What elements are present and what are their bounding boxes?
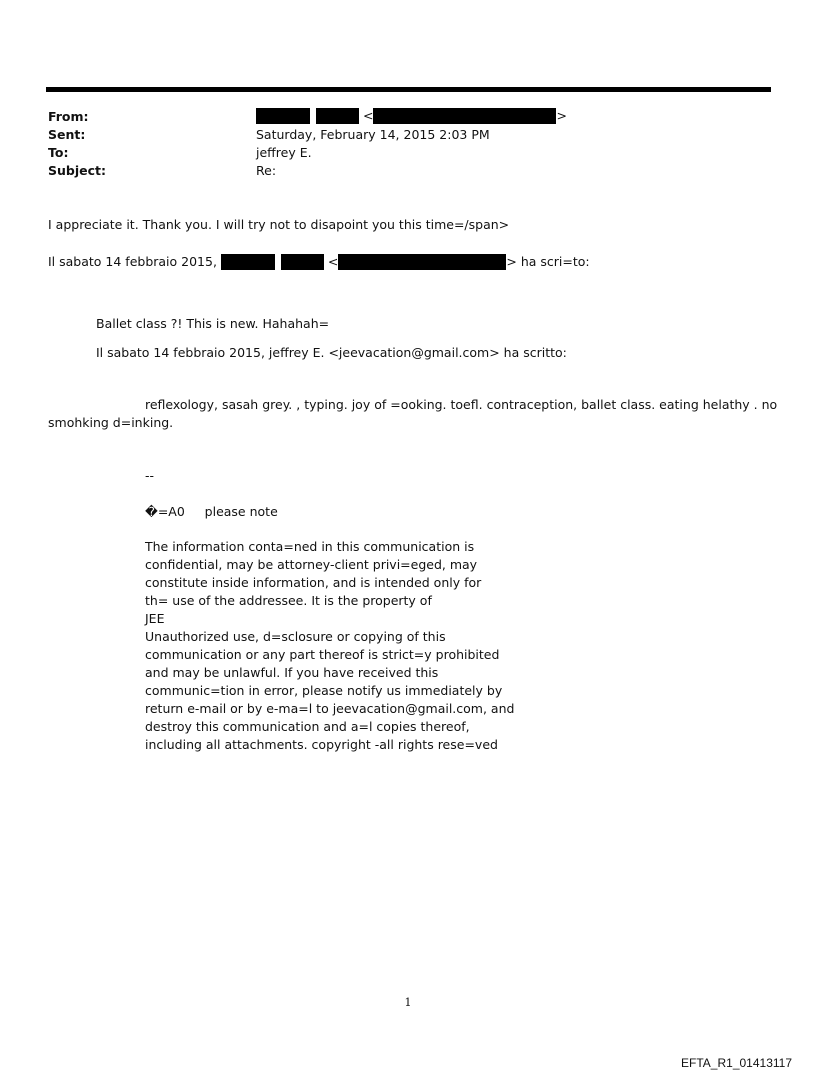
- disclaimer-line: JEE: [145, 611, 165, 626]
- list-line-2: smohking d=inking.: [48, 415, 174, 430]
- subject-label: Subject:: [48, 163, 106, 178]
- to-value: jeffrey E.: [256, 145, 312, 160]
- sent-label: Sent:: [48, 127, 86, 142]
- from-value: [256, 108, 567, 124]
- redaction-box: [373, 108, 556, 124]
- quote1-line: [48, 254, 590, 270]
- bates-number: EFTA_R1_01413117: [681, 1056, 792, 1070]
- from-gt: >: [556, 108, 567, 123]
- disclaimer-line: and may be unlawful. If you have received this: [145, 665, 439, 680]
- disclaimer-line: th= use of the addressee. It is the property of: [145, 593, 432, 608]
- from-lt: <: [362, 108, 374, 123]
- quote1-suffix: > ha scri=to:: [506, 254, 590, 269]
- list-line-1: reflexology, sasah grey. , typing. joy of =ooking. toefl. contraception, ballet class. eating helathy . no: [145, 397, 778, 412]
- quote1-prefix: Il sabato 14 febbraio 2015,: [48, 254, 217, 269]
- from-label: From:: [48, 109, 89, 124]
- disclaimer-line: communic=tion in error, please notify us immediately by: [145, 683, 503, 698]
- reply-line: I appreciate it. Thank you. I will try not to disapoint you this time=/span>: [48, 217, 510, 232]
- disclaimer-line: return e-mail or by e-ma=l to jeevacation@gmail.com, and: [145, 701, 515, 716]
- ballet-line: Ballet class ?! This is new. Hahahah=: [96, 316, 330, 331]
- disclaimer-line: Unauthorized use, d=sclosure or copying of this: [145, 629, 446, 644]
- quote1-lt: <: [327, 254, 339, 269]
- signature-dashes: --: [145, 468, 155, 483]
- page-number: 1: [404, 996, 412, 1009]
- redaction-box: [256, 108, 310, 124]
- header-rule: [46, 87, 771, 92]
- disclaimer-line: destroy this communication and a=l copies thereof,: [145, 719, 470, 734]
- disclaimer-line: communication or any part thereof is strict=y prohibited: [145, 647, 500, 662]
- quote2-line: Il sabato 14 febbraio 2015, jeffrey E. <jeevacation@gmail.com> ha scritto:: [96, 345, 567, 360]
- disclaimer-line: The information conta=ned in this communication is: [145, 539, 475, 554]
- disclaimer: [145, 538, 515, 754]
- redaction-box: [221, 254, 275, 270]
- disclaimer-line: including all attachments. copyright -all rights rese=ved: [145, 737, 498, 752]
- subject-value: Re:: [256, 163, 277, 178]
- sent-value: Saturday, February 14, 2015 2:03 PM: [256, 127, 490, 142]
- please-note-line: �=A0 please note: [145, 504, 278, 519]
- disclaimer-line: constitute inside information, and is intended only for: [145, 575, 482, 590]
- to-label: To:: [48, 145, 69, 160]
- disclaimer-line: confidential, may be attorney-client privi=eged, may: [145, 557, 478, 572]
- redaction-box: [338, 254, 506, 270]
- redaction-box: [281, 254, 324, 270]
- redaction-box: [316, 108, 359, 124]
